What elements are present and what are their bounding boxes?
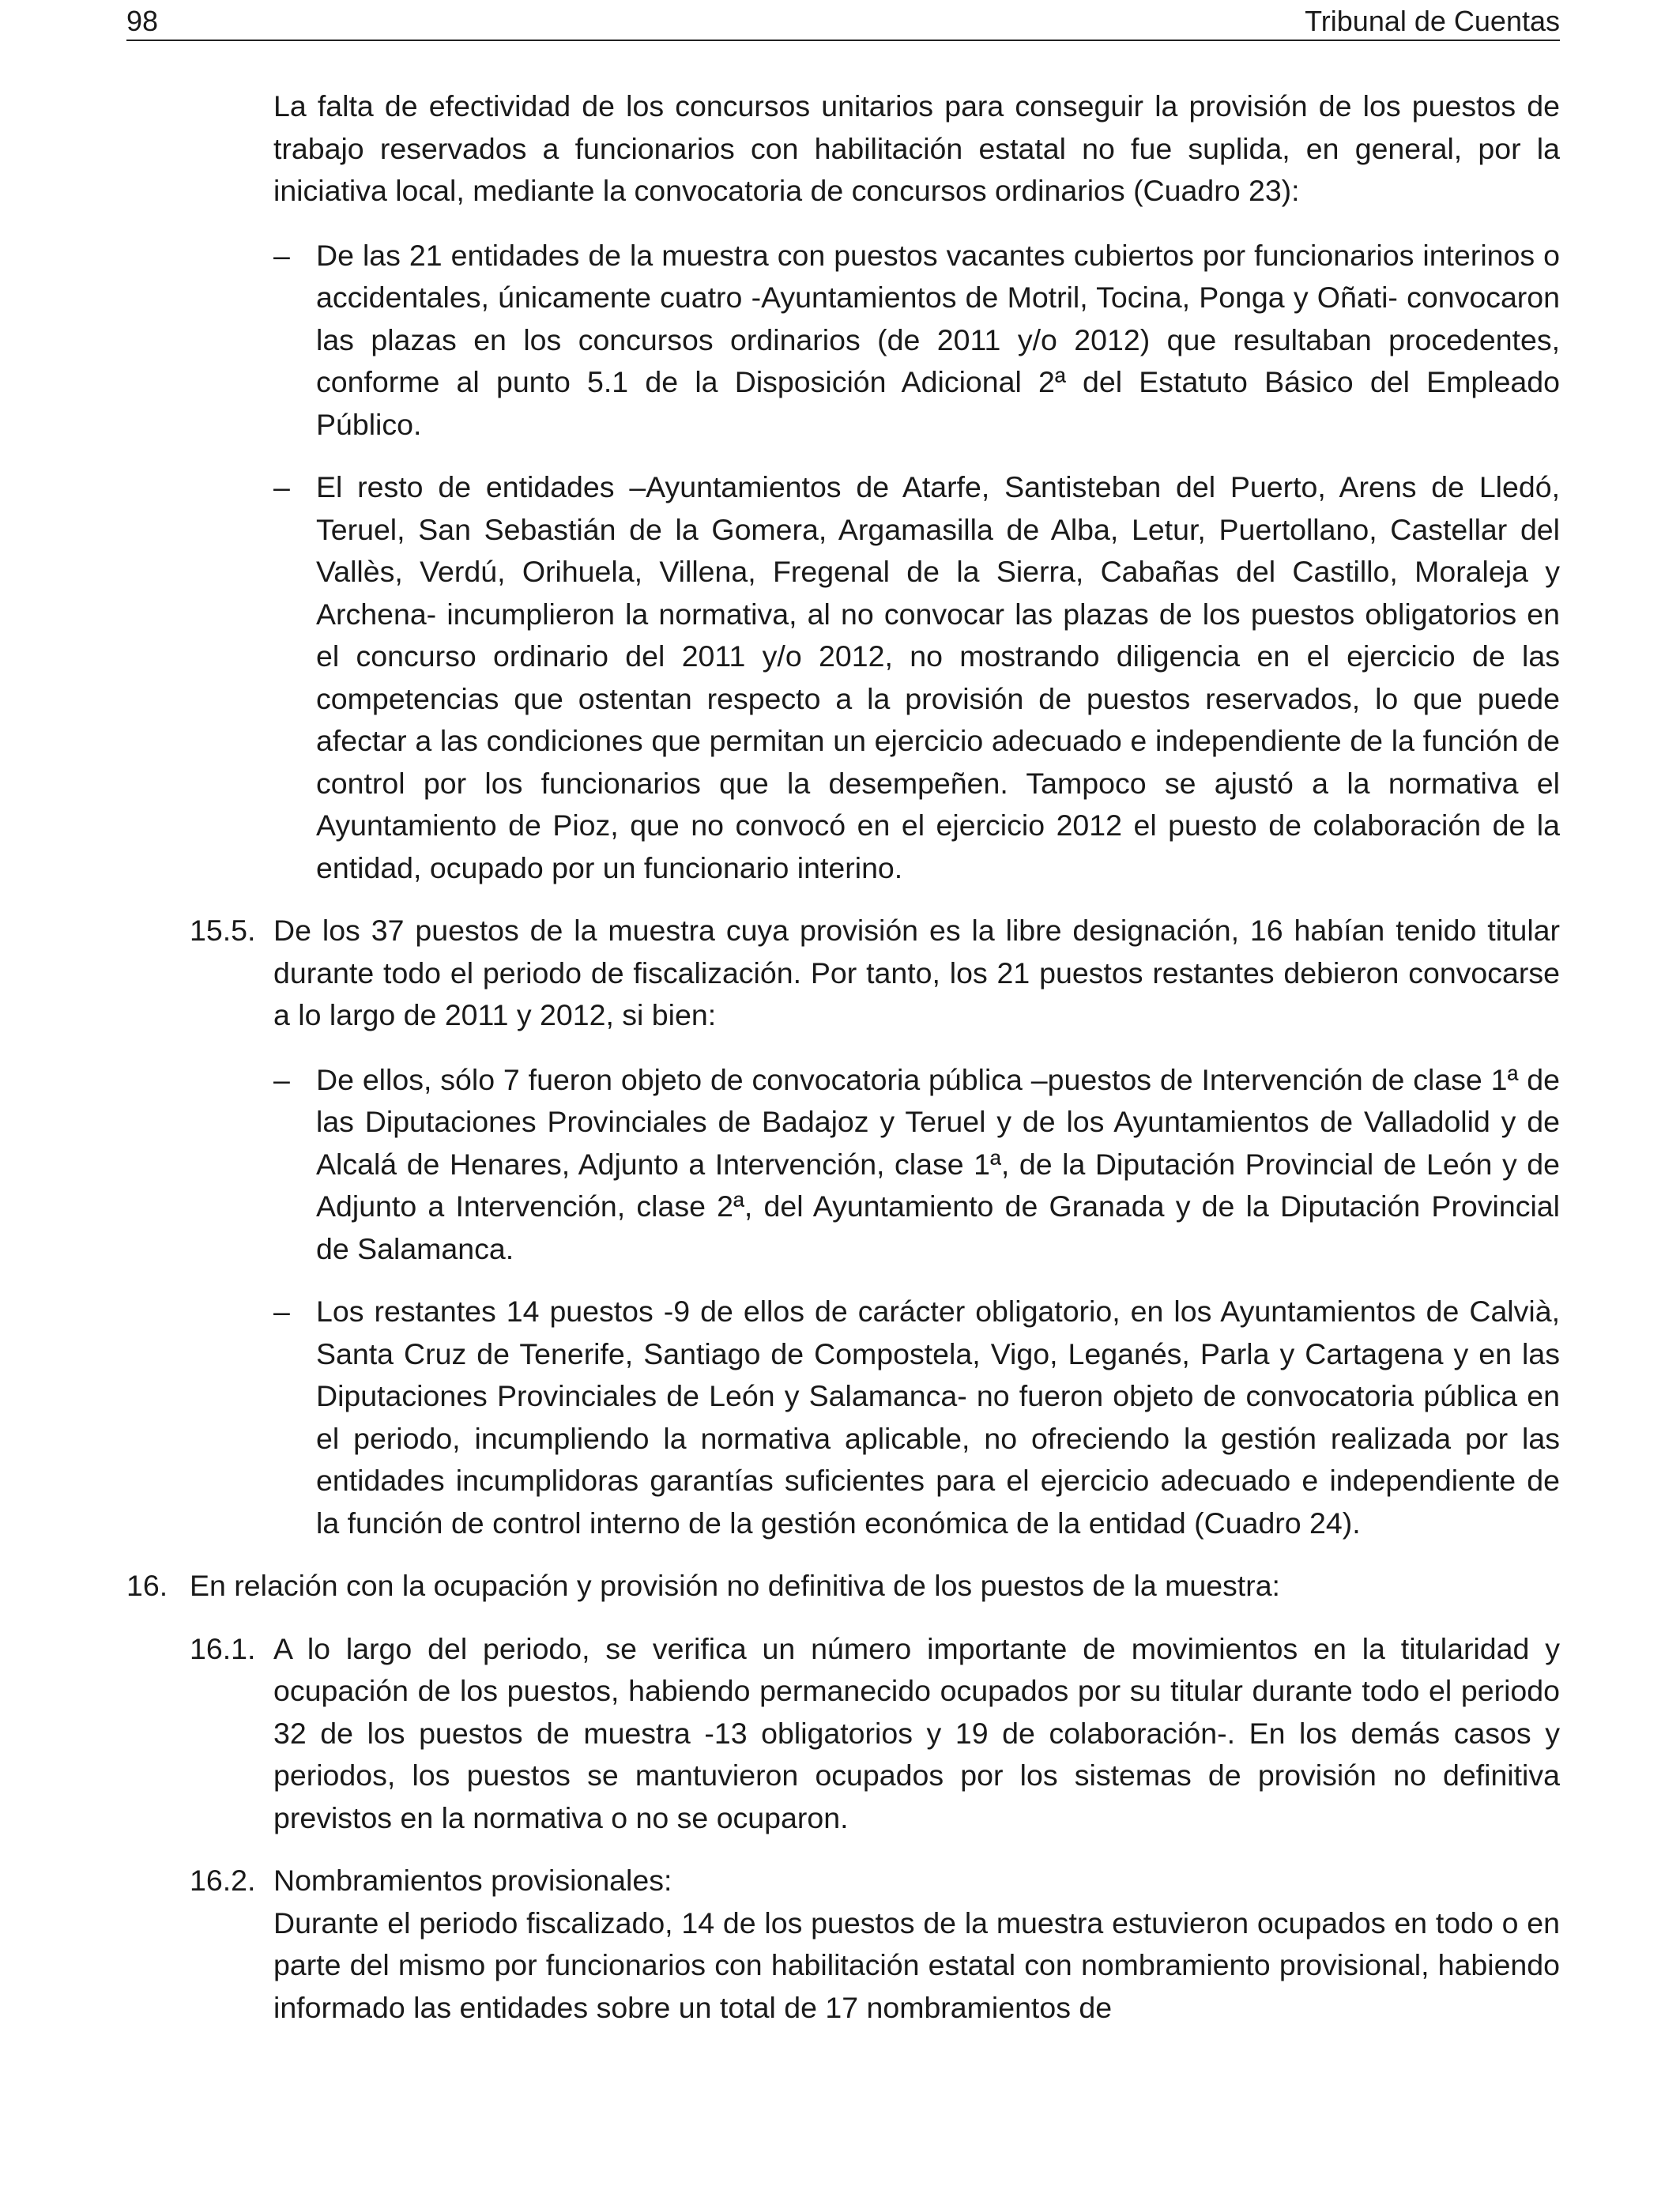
section-number: 16. [126,1569,168,1602]
section-text: Nombramientos provisionales: [273,1864,672,1897]
section-text: En relación con la ocupación y provisión no definitiva de los puestos de la muestra: [190,1569,1280,1602]
list-item-text: Los restantes 14 puestos -9 de ellos de carácter obligatorio, en los Ayuntamientos de Calvià, Santa Cruz de Tenerife, Santiago de Compostela, Vigo, Leganés, Parla y Cartagena y en las Diputaciones Provinciales de León y Salamanca- no fueron objeto de convocatoria pública en el periodo, incumpliendo la normativa aplicable, no ofreciendo la gestión realizada por las entidades incumplidoras garantías suficientes para el ejercicio adecuado e independiente de la función de control interno de la gestión económica de la entidad (Cuadro 24). [316,1295,1560,1540]
dash-marker: – [273,1062,290,1096]
section-16-1 [126,1628,1560,1840]
section-15-5 [126,910,1560,1037]
closing-paragraph: Durante el periodo fiscalizado, 14 de los puestos de la muestra estuvieron ocupados en todo o en parte del mismo por funcionarios con habilitación estatal con nombramiento provisional, habiendo informado las entidades sobre un total de 17 nombramientos de [273,1906,1560,2024]
list-item [126,466,1560,889]
dash-marker: – [273,1295,290,1328]
dash-marker: – [273,470,290,503]
list-item [126,1291,1560,1544]
page-header [126,3,1560,41]
list-item-text: De ellos, sólo 7 fueron objeto de convocatoria pública –puestos de Intervención de clase 1ª de las Diputaciones Provinciales de Badajoz y Teruel y de los Ayuntamientos de Valladolid y de Alcalá de Henares, Adjunto a Intervención, clase 1ª, de la Diputación Provincial de León y de Adjunto a Intervención, clase 2ª, del Ayuntamiento de Granada y de la Diputación Provincial de Salamanca. [316,1062,1560,1265]
section-number: 16.1. [190,1631,256,1665]
section-text: A lo largo del periodo, se verifica un número importante de movimientos en la titularidad y ocupación de los puestos, habiendo permanecido ocupados por su titular durante todo el periodo 32 de los puestos de muestra -13 obligatorios y 19 de colaboración-. En los demás casos y periodos, los puestos se mantuvieron ocupados por los sistemas de provisión no definitiva previstos en la normativa o no se ocuparon. [273,1631,1560,1834]
list-item-text: El resto de entidades –Ayuntamientos de Atarfe, Santisteban del Puerto, Arens de Lledó, Teruel, San Sebastián de la Gomera, Argamasilla de Alba, Letur, Puertollano, Castellar del Vallès, Verdú, Orihuela, Villena, Fregenal de la Sierra, Cabañas del Castillo, Moraleja y Archena- incumplieron la normativa, al no convocar las plazas de los puestos obligatorios en el concurso ordinario del 2011 y/o 2012, no mostrando diligencia en el ejercicio de las competencias que ostentan respecto a la provisión de puestos reservados, lo que puede afectar a las condiciones que permitan un ejercicio adecuado e independiente de la función de control por los funcionarios que la desempeñen. Tampoco se ajustó a la normativa el Ayuntamiento de Pioz, que no convocó en el ejercicio 2012 el puesto de colaboración de la entidad, ocupado por un funcionario interino. [316,470,1560,884]
document-body [126,85,1560,2029]
dash-marker: – [273,238,290,272]
list-item-text: De las 21 entidades de la muestra con puestos vacantes cubiertos por funcionarios interinos o accidentales, únicamente cuatro -Ayuntamientos de Motril, Tocina, Ponga y Oñati- convocaron las plazas en los concursos ordinarios (de 2011 y/o 2012) que resultaban procedentes, conforme al punto 5.1 de la Disposición Adicional 2ª del Estatuto Básico del Empleado Público. [316,238,1560,441]
intro-paragraph: La falta de efectividad de los concursos unitarios para conseguir la provisión de los puestos de trabajo reservados a funcionarios con habilitación estatal no fue suplida, en general, por la iniciativa local, mediante la convocatoria de concursos ordinarios (Cuadro 23): [273,89,1560,207]
list-item [126,235,1560,447]
section-number: 16.2. [190,1864,256,1897]
running-title: Tribunal de Cuentas [1305,5,1560,37]
section-16 [126,1565,1560,1608]
page-number: 98 [126,5,159,37]
section-16-2 [126,1860,1560,1902]
section-number: 15.5. [190,914,256,947]
list-item [126,1059,1560,1271]
section-text: De los 37 puestos de la muestra cuya provisión es la libre designación, 16 habían tenido titular durante todo el periodo de fiscalización. Por tanto, los 21 puestos restantes debieron convocarse a lo largo de 2011 y 2012, si bien: [273,914,1560,1031]
